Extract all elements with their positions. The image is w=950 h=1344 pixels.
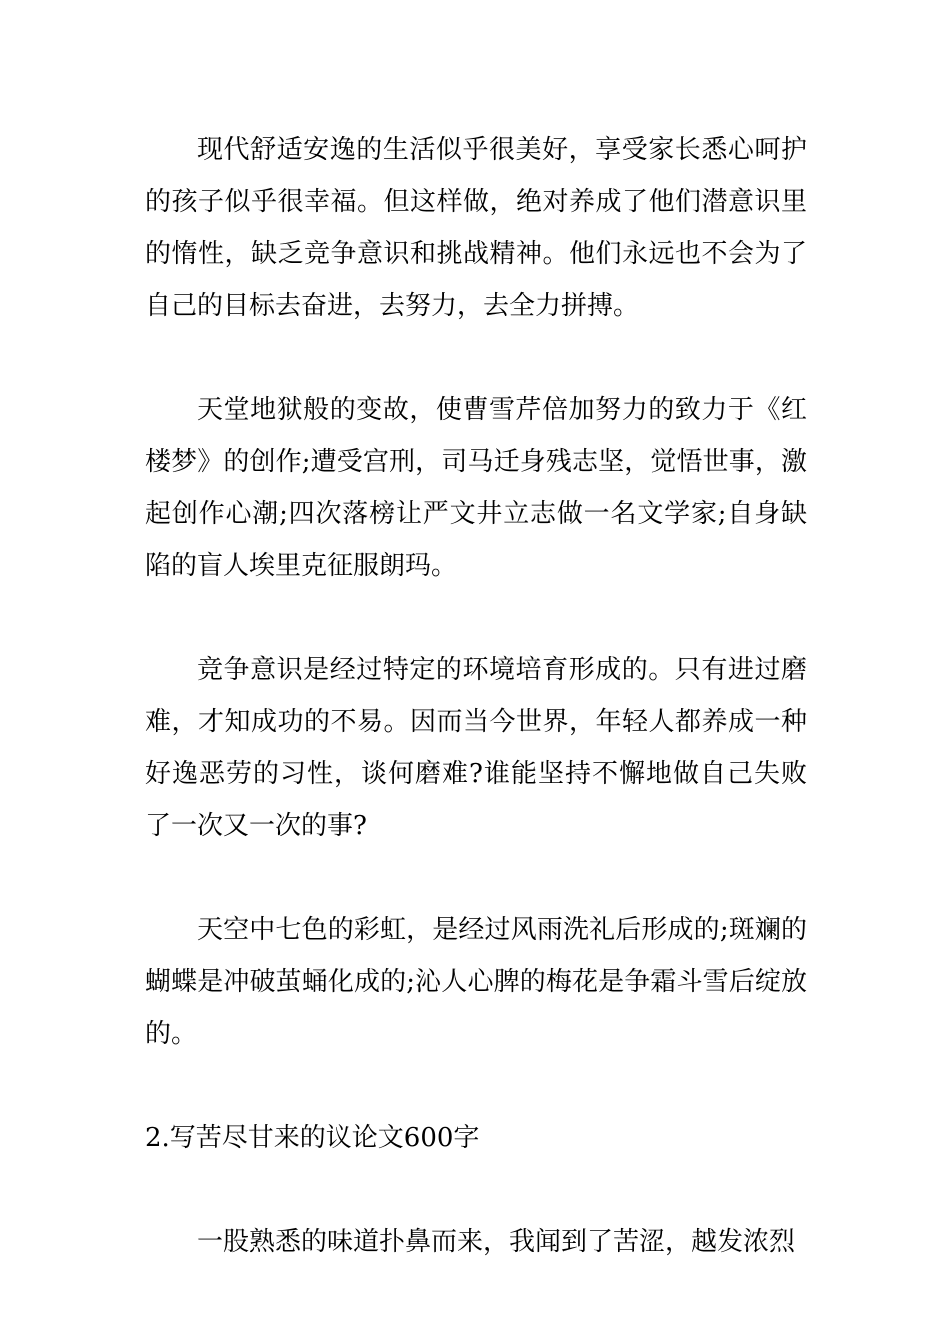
paragraph-2: 天堂地狱般的变故，使曹雪芹倍加努力的致力于《红楼梦》的创作;遭受宫刑，司马迁身残志坚，觉悟世事，激起创作心潮;四次落榜让严文井立志做一名文学家;自身缺陷的盲人埃里克征服朗玛。 — [145, 395, 807, 581]
paragraph-1: 现代舒适安逸的生活似乎很美好，享受家长悉心呵护的孩子似乎很幸福。但这样做，绝对养成了他们潜意识里的惰性，缺乏竞争意识和挑战精神。他们永远也不会为了自己的目标去奋进，去努力，去全力拼搏。 — [145, 135, 807, 321]
paragraph-4: 天空中七色的彩虹，是经过风雨洗礼后形成的;斑斓的蝴蝶是冲破茧蛹化成的;沁人心脾的梅花是争霜斗雪后绽放的。 — [145, 915, 807, 1049]
document-body — [145, 124, 807, 1320]
paragraph-5: 一股熟悉的味道扑鼻而来，我闻到了苦涩，越发浓烈 — [197, 1227, 796, 1257]
paragraph-3: 竞争意识是经过特定的环境培育形成的。只有进过磨难，才知成功的不易。因而当今世界，年轻人都养成一种好逸恶劳的习性，谈何磨难?谁能坚持不懈地做自己失败了一次又一次的事? — [145, 655, 807, 841]
section-heading: 2.写苦尽甘来的议论文600字 — [145, 1123, 480, 1153]
